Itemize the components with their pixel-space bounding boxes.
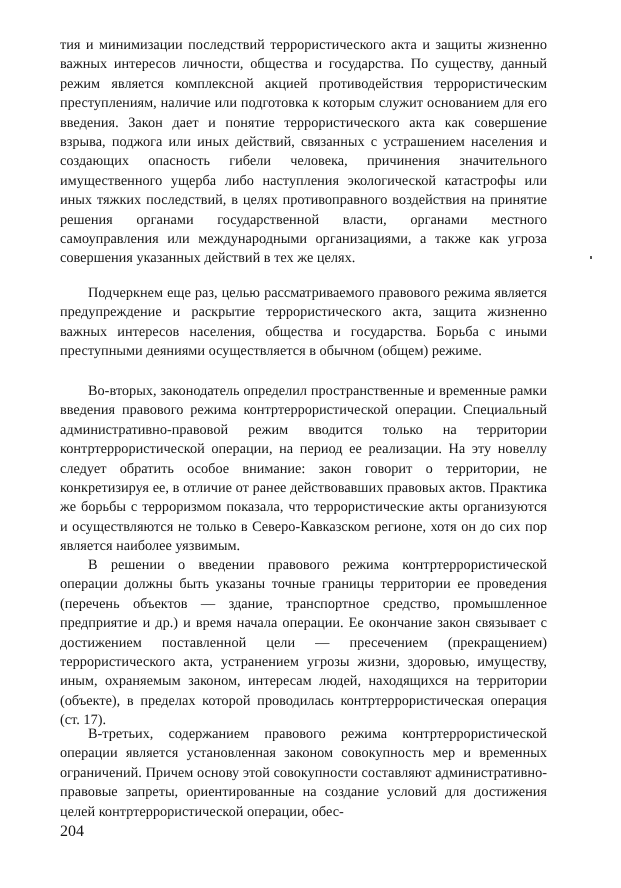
paragraph: В-третьих, содержанием правового режима контртеррористической операции является установленная законом совокупность мер и временных ограничений. Причем основу этой совокупности составляют административно-правовые запреты, ориентированные на создание условий для достижения целей контртеррористической операции, обес-	[60, 726, 547, 820]
text-paragraph-5	[60, 725, 547, 822]
text-paragraph-2	[60, 284, 547, 362]
paragraph: Подчеркнем еще раз, целью рассматриваемого правового режима является предупреждение и раскрытие террористического акта, защита жизненно важных интересов населения, общества и государства. Борьба с иными преступными деяниями осуществляется в обычном (общем) режиме.	[60, 285, 547, 360]
text-paragraph-4	[60, 556, 547, 731]
scan-speck	[590, 256, 592, 259]
paragraph: В решении о введении правового режима контртеррористической операции должны быть указаны точные границы территории ее проведения (перечень объектов — здание, транспортное средство, промышленное предприятие и др.) и время начала операции. Ее окончание закон связывает с достижением поставленной цели — пресечением (прекращением) террористического акта, устранением угрозы жизни, здоровью, имуществу, иным, охраняемым законом, интересам людей, находящихся на территории (объекте), в пределах которой проводилась контртеррористическая операция (ст. 17).	[60, 557, 547, 729]
paragraph: Во-вторых, законодатель определил пространственные и временные рамки введения правового режима контртеррористической операции. Специальный административно-правовой режим вводится только на территории контртеррористической операции, на период ее реализации. На эту новеллу следует обратить особое внимание: закон говорит о территории, не конкретизируя ее, в отличие от ранее действовавших правовых актов. Практика же борьбы с терроризмом показала, что террористические акты организуются и осуществляются не только в Северо-Кавказском регионе, хотя он до сих пор является наиболее уязвимым.	[60, 383, 547, 555]
page-number: 204	[60, 823, 84, 840]
paragraph-continuation: тия и минимизации последствий террористического акта и защиты жизненно важных интересов личности, общества и государства. По существу, данный режим является комплексной акцией противодействия террористическим преступлениям, наличие или подготовка к которым служит основанием для его введения. Закон дает и понятие террористического акта как совершение взрыва, поджога или иных действий, связанных с устрашением населения и создающих опасность гибели человека, причинения значительного имущественного ущерба либо наступления экологической катастрофы или иных тяжких последствий, в целях противоправного воздействия на принятие решения органами государственной власти, органами местного самоуправления или международными организациями, а также как угроза совершения указанных действий в тех же целях.	[60, 37, 547, 267]
text-paragraph-1	[60, 36, 547, 269]
text-paragraph-3	[60, 382, 547, 557]
